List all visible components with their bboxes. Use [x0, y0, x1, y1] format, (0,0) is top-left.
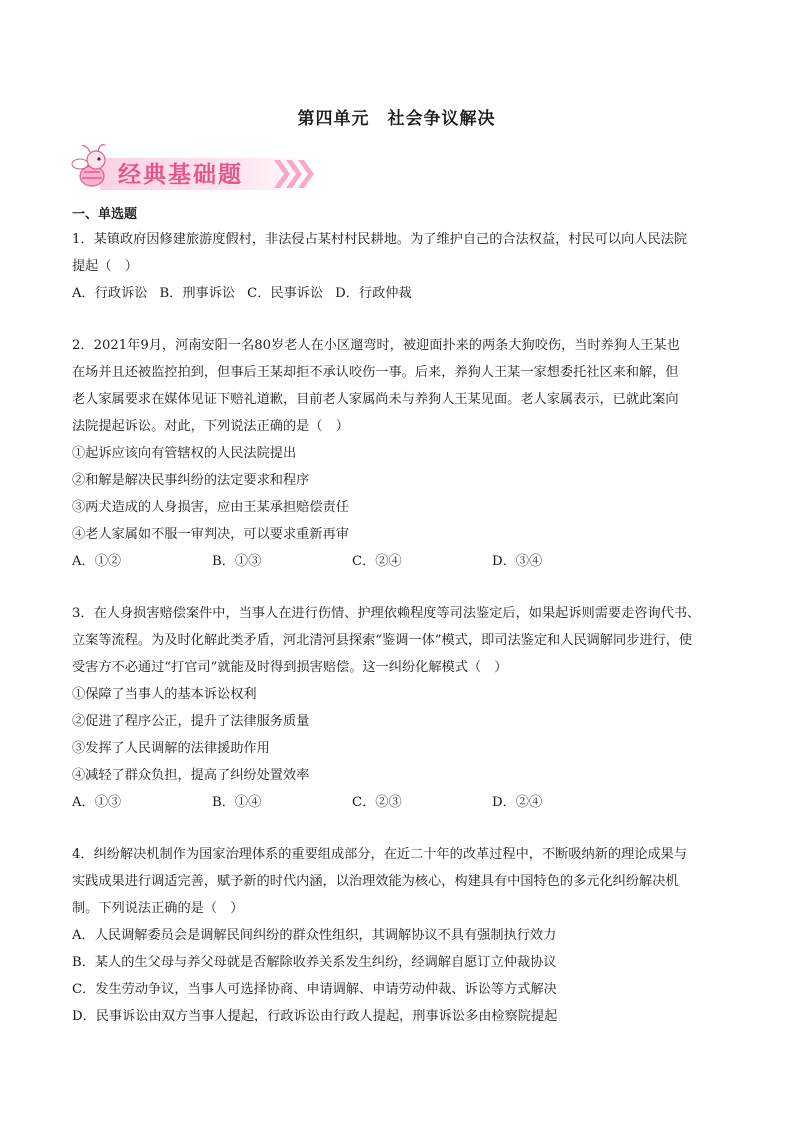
answer-option[interactable]: A．人民调解委员会是调解民间纠纷的群众性组织，其调解协议不具有强制执行效力 [72, 928, 557, 943]
answer-options [72, 280, 724, 307]
question-4 [72, 841, 724, 1030]
question-list [72, 226, 724, 1055]
answer-option[interactable]: B．①④ [212, 795, 262, 810]
question-stem-line: 实践成果进行调适完善，赋予新的时代内涵，以治理效能为核心，构建具有中国特色的多元化纠纷解决机 [72, 874, 679, 889]
answer-option[interactable]: C．民事诉讼 [247, 286, 324, 301]
answer-option[interactable]: C．发生劳动争议，当事人可选择协商、申请调解、申请劳动仲裁、诉讼等方式解决 [72, 982, 557, 997]
question-stem-line: 法院提起诉讼。对此，下列说法正确的是（ ） [72, 419, 349, 434]
question-3 [72, 600, 724, 816]
answer-option[interactable]: D．行政仲裁 [335, 286, 412, 301]
answer-option[interactable]: D．②④ [492, 795, 543, 810]
answer-option[interactable]: D．民事诉讼由双方当事人提起，行政诉讼由行政人提起，刑事诉讼多由检察院提起 [72, 1009, 558, 1024]
question-statement: ②促进了程序公正，提升了法律服务质量 [72, 714, 310, 729]
question-1 [72, 226, 724, 307]
banner-label: 经典基础题 [118, 162, 243, 188]
question-stem-line: 提起（ ） [72, 259, 138, 274]
section-banner [70, 142, 320, 194]
question-stem-line: 1．某镇政府因修建旅游度假村，非法侵占某村村民耕地。为了维护自己的合法权益，村民可以向人民法院 [72, 232, 688, 247]
answer-option[interactable]: A．①② [72, 554, 122, 569]
answer-option[interactable]: B．①③ [212, 554, 262, 569]
question-stem-line: 受害方不必通过“打官司”就能及时得到损害赔偿。这一纠纷化解模式（ ） [72, 660, 508, 675]
question-stem-line: 3．在人身损害赔偿案件中，当事人在进行伤情、护理依赖程度等司法鉴定后，如果起诉则需要走咨询代书、 [72, 606, 701, 621]
answer-options [72, 548, 724, 575]
question-statement: ③发挥了人民调解的法律援助作用 [72, 741, 270, 756]
question-stem-line: 在场并且还被监控拍到，但事后王某却拒不承认咬伤一事。后来，养狗人王某一家想委托社区来和解，但 [72, 365, 679, 380]
question-2 [72, 332, 724, 575]
answer-option[interactable]: A．①③ [72, 795, 122, 810]
question-stem-line: 立案等流程。为及时化解此类矛盾，河北清河县探索“鉴调一体”模式，即司法鉴定和人民调解同步进行，使 [72, 633, 693, 648]
question-statement: ④减轻了群众负担，提高了纠纷处置效率 [72, 768, 310, 783]
question-stem-line: 制。下列说法正确的是（ ） [72, 901, 244, 916]
question-stem-line: 2．2021年9月，河南安阳一名80岁老人在小区遛弯时，被迎面扑来的两条大狗咬伤，当时养狗人王某也 [72, 338, 680, 353]
answer-option[interactable]: B．刑事诉讼 [159, 286, 236, 301]
answer-option[interactable]: C．②④ [352, 554, 402, 569]
question-statement: ④老人家属如不服一审判决，可以要求重新再审 [72, 527, 349, 542]
answer-options [72, 789, 724, 816]
answer-option[interactable]: B．某人的生父母与养父母就是否解除收养关系发生纠纷，经调解自愿订立仲裁协议 [72, 955, 557, 970]
section-heading: 一、单选题 [72, 207, 138, 222]
answer-option[interactable]: A．行政诉讼 [72, 286, 148, 301]
question-stem-line: 4．纠纷解决机制作为国家治理体系的重要组成部分，在近二十年的改革过程中，不断吸纳新的理论成果与 [72, 847, 688, 862]
page-title: 第四单元 社会争议解决 [297, 109, 496, 129]
answer-option[interactable]: D．③④ [492, 554, 543, 569]
question-statement: ②和解是解决民事纠纷的法定要求和程序 [72, 473, 310, 488]
question-statement: ①保障了当事人的基本诉讼权利 [72, 687, 257, 702]
question-statement: ①起诉应该向有管辖权的人民法院提出 [72, 446, 297, 461]
answer-option[interactable]: C．②③ [352, 795, 402, 810]
question-statement: ③两犬造成的人身损害，应由王某承担赔偿责任 [72, 500, 349, 515]
question-stem-line: 老人家属要求在媒体见证下赔礼道歉，目前老人家属尚未与养狗人王某见面。老人家属表示，已就此案向 [72, 392, 679, 407]
